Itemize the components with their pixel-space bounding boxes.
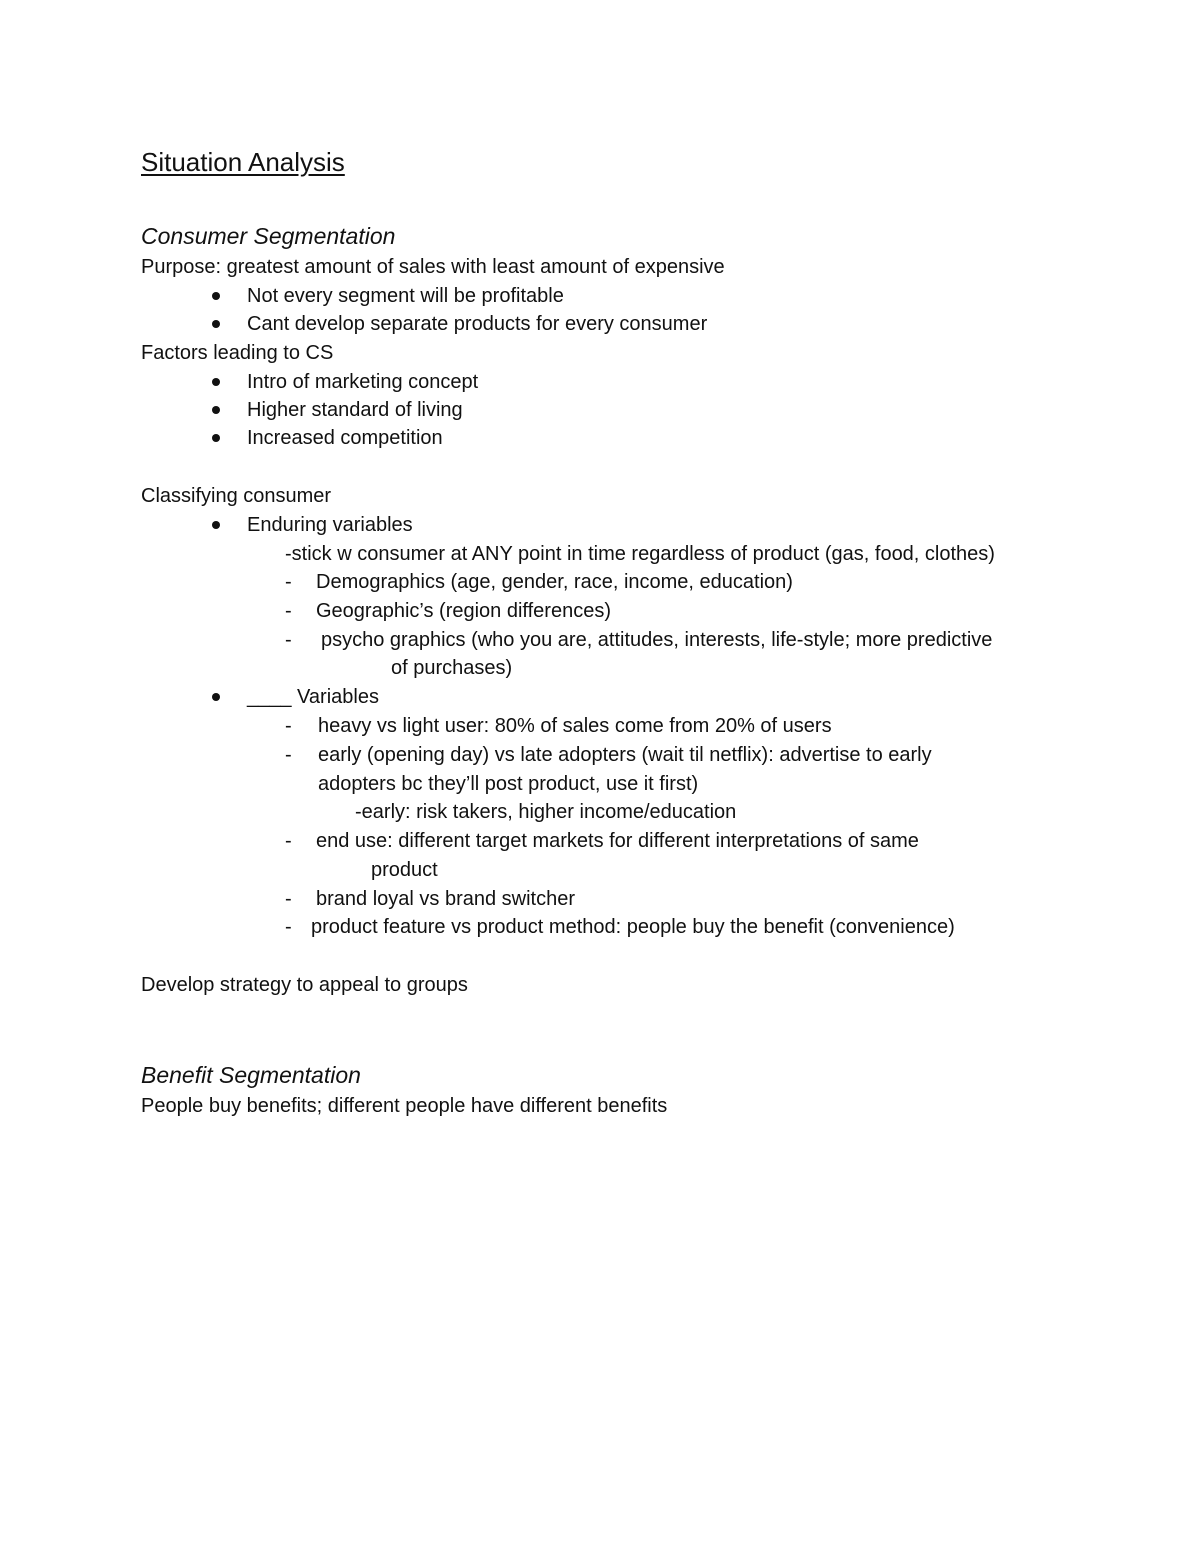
enduring-variables-label: Enduring variables bbox=[247, 514, 413, 536]
dash-icon: - bbox=[285, 830, 292, 852]
variable-heavy-light: heavy vs light user: 80% of sales come from 20% of users bbox=[318, 715, 832, 737]
enduring-item-geographics: Geographic’s (region differences) bbox=[316, 600, 611, 622]
consumer-segmentation-heading: Consumer Segmentation bbox=[141, 223, 396, 249]
enduring-item-psychographics: psycho graphics (who you are, attitudes, interests, life-style; more predictive bbox=[321, 629, 993, 651]
purpose-bullet-1: Not every segment will be profitable bbox=[247, 285, 564, 307]
bullet-icon bbox=[212, 406, 220, 414]
dash-icon: - bbox=[285, 571, 292, 593]
blank-variables-label: ____ Variables bbox=[247, 686, 379, 708]
variable-early-note: -early: risk takers, higher income/education bbox=[355, 801, 737, 823]
factors-bullet-1: Intro of marketing concept bbox=[247, 371, 479, 393]
variable-brand-loyal: brand loyal vs brand switcher bbox=[316, 888, 576, 910]
purpose-bullet-2: Cant develop separate products for every consumer bbox=[247, 313, 708, 335]
bullet-icon bbox=[212, 521, 220, 529]
dash-icon: - bbox=[285, 715, 292, 737]
variable-early-late-cont: adopters bc they’ll post product, use it first) bbox=[318, 773, 699, 795]
enduring-item-demographics: Demographics (age, gender, race, income, education) bbox=[316, 571, 793, 593]
factors-bullet-3: Increased competition bbox=[247, 427, 443, 449]
variable-end-use: end use: different target markets for different interpretations of same bbox=[316, 830, 919, 852]
dash-icon: - bbox=[285, 916, 292, 938]
bullet-icon bbox=[212, 292, 220, 300]
variable-early-late: early (opening day) vs late adopters (wait til netflix): advertise to early bbox=[318, 744, 932, 766]
strategy-line: Develop strategy to appeal to groups bbox=[141, 974, 468, 996]
benefit-segmentation-heading: Benefit Segmentation bbox=[141, 1062, 361, 1088]
factors-bullet-2: Higher standard of living bbox=[247, 399, 463, 421]
variable-product-feature: product feature vs product method: people buy the benefit (convenience) bbox=[311, 916, 955, 938]
dash-icon: - bbox=[285, 600, 292, 622]
bullet-icon bbox=[212, 693, 220, 701]
benefit-segmentation-text: People buy benefits; different people have different benefits bbox=[141, 1095, 668, 1117]
purpose-line: Purpose: greatest amount of sales with least amount of expensive bbox=[141, 256, 725, 278]
dash-icon: - bbox=[285, 744, 292, 766]
dash-icon: - bbox=[285, 629, 292, 651]
variable-end-use-cont: product bbox=[371, 859, 438, 881]
bullet-icon bbox=[212, 434, 220, 442]
bullet-icon bbox=[212, 378, 220, 386]
classifying-heading: Classifying consumer bbox=[141, 485, 332, 507]
enduring-item-psychographics-cont: of purchases) bbox=[391, 657, 513, 679]
enduring-note: -stick w consumer at ANY point in time regardless of product (gas, food, clothes) bbox=[285, 543, 995, 565]
dash-icon: - bbox=[285, 888, 292, 910]
page-title: Situation Analysis bbox=[141, 147, 345, 177]
factors-heading: Factors leading to CS bbox=[141, 342, 334, 364]
bullet-icon bbox=[212, 320, 220, 328]
